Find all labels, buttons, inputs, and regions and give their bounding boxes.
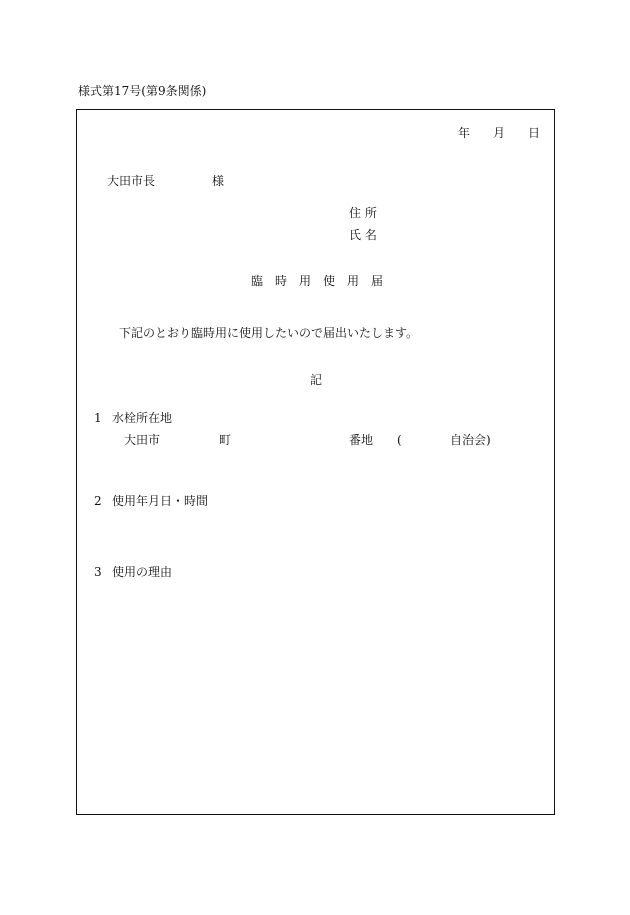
form-number: 様式第17号(第9条関係) bbox=[78, 84, 207, 98]
date-day: 日 bbox=[528, 126, 541, 140]
addressee-name: 大田市長 bbox=[107, 174, 156, 188]
location-lot: 番地 bbox=[349, 433, 374, 447]
location-assoc: 自治会) bbox=[450, 433, 491, 447]
date-month: 月 bbox=[493, 126, 506, 140]
ki-marker: 記 bbox=[310, 373, 323, 387]
item-3-label: 使用の理由 bbox=[112, 565, 173, 579]
title-char: 届 bbox=[371, 274, 384, 288]
location-town: 町 bbox=[219, 433, 232, 447]
title-char: 用 bbox=[347, 274, 360, 288]
title-char: 用 bbox=[299, 274, 312, 288]
document-title bbox=[251, 275, 383, 287]
item-3-number: 3 bbox=[94, 565, 102, 579]
title-char: 臨 bbox=[251, 274, 264, 288]
addressee-honorific: 様 bbox=[212, 174, 225, 188]
date-year: 年 bbox=[458, 126, 471, 140]
name-label: 氏 名 bbox=[349, 228, 377, 242]
item-1-number: 1 bbox=[94, 411, 102, 425]
title-char: 時 bbox=[275, 274, 288, 288]
item-2-number: 2 bbox=[94, 494, 102, 508]
form-frame bbox=[76, 109, 555, 815]
body-text: 下記のとおり臨時用に使用したいので届出いたします。 bbox=[119, 326, 419, 340]
item-2-label: 使用年月日・時間 bbox=[112, 494, 209, 508]
location-paren-open: ( bbox=[397, 433, 402, 447]
location-city: 大田市 bbox=[124, 433, 161, 447]
address-label: 住 所 bbox=[349, 206, 377, 220]
item-1-label: 水栓所在地 bbox=[112, 411, 173, 425]
title-char: 使 bbox=[323, 274, 336, 288]
